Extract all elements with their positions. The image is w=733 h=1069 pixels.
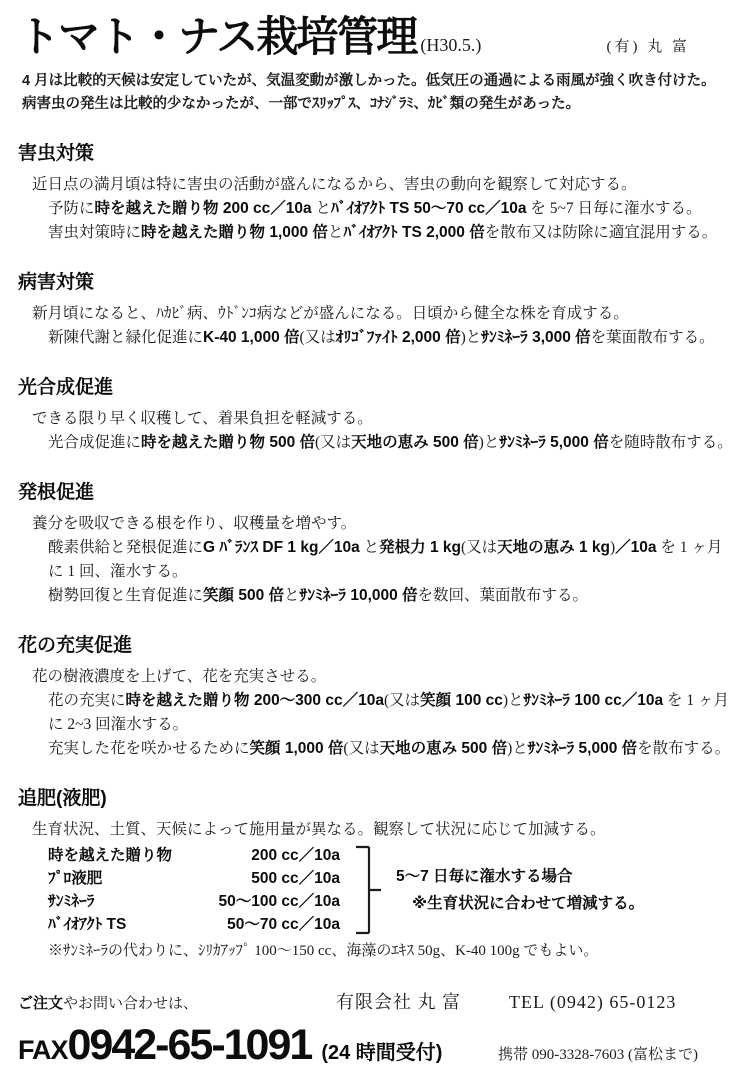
text-run: を 1 ヶ月 xyxy=(656,539,723,557)
product-name: 笑顔 500 倍 xyxy=(203,587,284,605)
text-run: と xyxy=(284,587,300,605)
text-run: )と xyxy=(478,434,500,452)
product-name: ｻﾝﾐﾈｰﾗ 3,000 倍 xyxy=(481,329,591,347)
text-run: ) xyxy=(610,539,616,557)
product-name: ﾊﾞｲｵｱｸﾄ TS 50～70 cc／10a xyxy=(330,200,527,218)
text-run: に 2~3 回潅水する。 xyxy=(48,716,189,734)
table-row xyxy=(48,913,340,936)
section-line xyxy=(32,665,708,689)
document-footer xyxy=(18,988,708,1067)
section-heading: 害虫対策 xyxy=(18,143,95,165)
text-run: (又は xyxy=(383,692,421,710)
text-run: 充実した花を咲かせるために xyxy=(48,740,250,758)
section-line xyxy=(48,221,718,245)
text-run: を散布する。 xyxy=(637,740,731,758)
text-run: と xyxy=(311,200,331,218)
tel-number: TEL (0942) 65-0123 xyxy=(509,992,677,1013)
inquiry-note-bold: ご注文 xyxy=(18,995,64,1013)
edition-label: (H30.5.) xyxy=(420,35,482,55)
section xyxy=(18,630,731,761)
section xyxy=(18,477,723,608)
text-run: を葉面散布する。 xyxy=(590,329,715,347)
row-product-name: ｻﾝﾐﾈｰﾗ xyxy=(48,893,95,911)
section-line xyxy=(48,326,715,350)
bracket-note: 5～7 日毎に潅水する場合 xyxy=(396,868,573,886)
section-line xyxy=(32,302,708,326)
section-line xyxy=(32,512,708,536)
product-name: ｻﾝﾐﾈｰﾗ 100 cc／10a xyxy=(523,692,664,710)
text-run: 花の樹液濃度を上げて、花を充実させる。 xyxy=(32,668,327,686)
intro-paragraph xyxy=(22,70,716,116)
row-amount: 200 cc／10a xyxy=(251,847,340,865)
product-name: 笑顔 100 cc xyxy=(420,692,503,710)
document-body xyxy=(18,138,733,761)
product-name: 天地の恵み 1 kg xyxy=(497,539,610,557)
product-name: ｻﾝﾐﾈｰﾗ 10,000 倍 xyxy=(299,587,418,605)
company-name: 有限会社 丸 富 xyxy=(336,992,462,1013)
document-header xyxy=(18,13,716,116)
product-name: ｻﾝﾐﾈｰﾗ 5,000 倍 xyxy=(527,740,638,758)
section-heading: 病害対策 xyxy=(18,272,95,294)
company-tag: (有) 丸 富 xyxy=(606,39,690,55)
fax-number: 0942-65-1091 xyxy=(67,1021,312,1069)
intro-line: 4 月は比較的天候は安定していたが、気温変動が激しかった。低気圧の通過による雨風が強く吹き付けた。 xyxy=(22,73,716,90)
inquiry-note-rest: やお問い合わせは、 xyxy=(63,996,199,1013)
title-row xyxy=(18,14,708,60)
text-run: (又は xyxy=(461,539,498,557)
text-run: 花の充実に xyxy=(48,692,126,710)
text-run: 害虫対策時に xyxy=(48,224,142,242)
fax-row xyxy=(18,1021,708,1069)
section-line xyxy=(48,713,708,737)
product-name: 発根力 1 kg xyxy=(379,539,461,557)
section xyxy=(18,138,718,245)
text-run: を散布又は防除に適宜混用する。 xyxy=(484,224,718,242)
row-amount: 500 cc／10a xyxy=(251,870,340,888)
text-run: (又は xyxy=(315,434,352,452)
product-name: ｻﾝﾐﾈｰﾗ 5,000 倍 xyxy=(499,434,609,452)
brace-icon xyxy=(354,844,382,936)
text-run: )と xyxy=(502,692,524,710)
section xyxy=(18,372,733,455)
text-run: を随時散布する。 xyxy=(608,434,733,452)
text-run: )と xyxy=(460,329,482,347)
text-run: 予防に xyxy=(48,200,95,218)
text-run: できる限り早く収穫して、着果負担を軽減する。 xyxy=(32,410,373,428)
row-product-name: 時を越えた贈り物 xyxy=(48,847,173,865)
topdressing-notes xyxy=(396,844,644,936)
text-run: (又は xyxy=(299,329,336,347)
text-run: を 1 ヶ月 xyxy=(663,692,729,710)
topdressing-table xyxy=(48,844,340,936)
section-heading: 追肥(液肥) xyxy=(18,788,107,810)
text-run: 近日点の満月頃は特に害虫の活動が盛んになるから、害虫の動向を観察して対応する。 xyxy=(32,176,637,194)
text-run: 養分を吸収できる根を作り、収穫量を増やす。 xyxy=(32,515,357,533)
product-name: 時を越えた贈り物 200～300 cc／10a xyxy=(125,692,384,710)
section-line xyxy=(32,173,708,197)
fax-hours-note: (24 時間受付) xyxy=(321,1042,443,1065)
product-name: 天地の恵み 500 倍 xyxy=(351,434,479,452)
text-run: 新月頃になると、ﾊｶﾋﾞ病、ｳﾄﾞﾝｺ病などが盛んになる。日頃から健全な株を育成する。 xyxy=(32,305,629,323)
section-line xyxy=(48,584,708,608)
row-product-name: ﾌﾟﾛ液肥 xyxy=(48,870,103,888)
intro-line: 病害虫の発生は比較的少なかったが、一部でｽﾘｯﾌﾟｽ、ｺﾅｼﾞﾗﾐ、ｶﾋﾞ類の発生があった。 xyxy=(22,96,581,113)
mobile-number: 携帯 090-3328-7603 (富松まで) xyxy=(498,1047,698,1064)
text-run: を数回、葉面散布する。 xyxy=(417,587,589,605)
text-run: (又は xyxy=(343,740,380,758)
product-name: ﾊﾞｲｵｱｸﾄ TS 2,000 倍 xyxy=(343,224,485,242)
fax-label: FAX xyxy=(18,1035,68,1066)
text-run: に 1 回、潅水する。 xyxy=(48,563,188,581)
product-name: 時を越えた贈り物 500 倍 xyxy=(141,434,315,452)
bracket-note: ※生育状況に合わせて増減する。 xyxy=(412,895,645,913)
table-row xyxy=(48,890,340,913)
section-heading: 発根促進 xyxy=(18,482,95,504)
product-name: 時を越えた贈り物 200 cc／10a xyxy=(94,200,312,218)
product-name: 時を越えた贈り物 1,000 倍 xyxy=(141,224,328,242)
section-heading: 花の充実促進 xyxy=(18,635,133,657)
product-name: K-40 1,000 倍 xyxy=(203,329,300,347)
section-line xyxy=(48,689,729,713)
product-name: 笑顔 1,000 倍 xyxy=(249,740,344,758)
product-name: 天地の恵み 500 倍 xyxy=(379,740,508,758)
text-run: 新陳代謝と緑化促進に xyxy=(48,329,204,347)
section-line xyxy=(48,197,708,221)
section-topdressing xyxy=(18,783,708,960)
section-line xyxy=(48,560,708,584)
page-title: トマト・ナス栽培管理 xyxy=(18,13,417,60)
text-run: 酸素供給と発根促進に xyxy=(48,539,204,557)
section-line xyxy=(48,536,723,560)
section-line xyxy=(32,407,708,431)
section xyxy=(18,267,715,350)
section-line xyxy=(48,431,733,455)
text-run: と xyxy=(359,539,380,557)
text-run: 光合成促進に xyxy=(48,434,142,452)
contact-row xyxy=(18,988,708,1014)
text-run: と xyxy=(327,224,344,242)
product-name: G ﾊﾞﾗﾝｽ DF 1 kg／10a xyxy=(203,539,360,557)
section-heading: 光合成促進 xyxy=(18,377,114,399)
text-run: を 5~7 日毎に潅水する。 xyxy=(526,200,702,218)
topdressing-footnote: ※ｻﾝﾐﾈｰﾗの代わりに、ｼﾘｶｱｯﾌﾟ 100～150 cc、海藻のｴｷｽ 50g、K-40 100g でもよい。 xyxy=(48,943,599,960)
text-run: 樹勢回復と生育促進に xyxy=(48,587,204,605)
row-amount: 50～70 cc／10a xyxy=(227,916,340,934)
row-amount: 50～100 cc／10a xyxy=(218,893,340,911)
section-line xyxy=(48,737,731,761)
table-row xyxy=(48,867,340,890)
topdressing-table-wrap xyxy=(48,844,708,936)
row-product-name: ﾊﾞｲｵｱｸﾄ TS xyxy=(48,916,127,934)
text-run: )と xyxy=(507,740,528,758)
inquiry-note xyxy=(18,992,198,1013)
table-row xyxy=(48,844,340,867)
product-name: ／10a xyxy=(615,539,657,557)
product-name: ｵﾘｺﾞﾌｧｲﾄ 2,000 倍 xyxy=(335,329,461,347)
section-line: 生育状況、土質、天候によって施用量が異なる。観察して状況に応じて加減する。 xyxy=(32,821,606,839)
